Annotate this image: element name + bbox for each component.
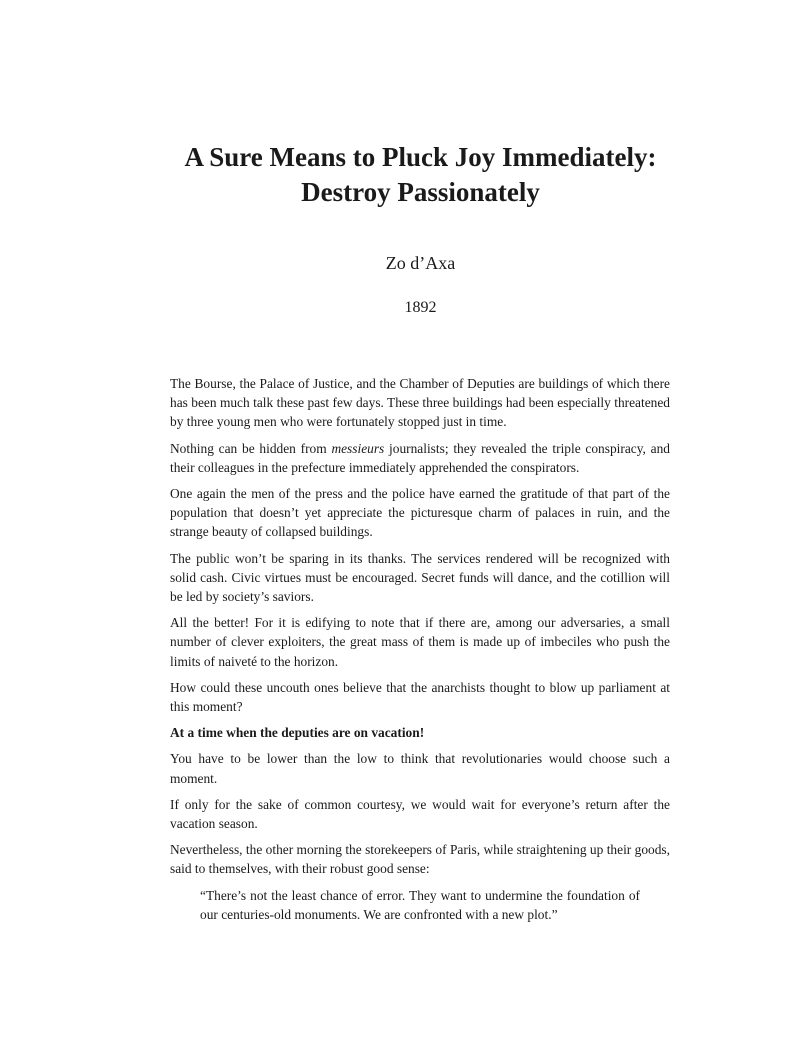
paragraph <box>170 439 670 477</box>
paragraph: If only for the sake of common courtesy, we would wait for everyone’s return after the vacation season. <box>170 796 670 832</box>
publication-date: 1892 <box>404 299 437 316</box>
title-line-1: A Sure Means to Pluck Joy Immediately: <box>184 142 657 172</box>
italic-word: messieurs <box>331 440 385 456</box>
title-line-2: Destroy Passionately <box>301 177 540 207</box>
paragraph: Nevertheless, the other morning the storekeepers of Paris, while straightening up their goods, said to themselves, with their robust good sense: <box>170 842 670 877</box>
paragraph-text: journalists; they revealed the triple conspiracy, and their colleagues in the prefecture immediately apprehended the conspirators. <box>170 440 670 475</box>
paragraph: One again the men of the press and the police have earned the gratitude of that part of the population that doesn’t yet appreciate the picturesque charm of palaces in ruin, and the strange beauty of collapsed buildings. <box>170 486 670 540</box>
bold-paragraph: At a time when the deputies are on vacation! <box>170 725 425 741</box>
document-title <box>100 140 741 210</box>
paragraph: You have to be lower than the low to think that revolutionaries would choose such a moment. <box>170 751 670 786</box>
paragraph: The public won’t be sparing in its thanks. The services rendered will be recognized with solid cash. Civic virtues must be encouraged. Secret funds will dance, and the cotillion will be led by society’s saviors. <box>170 550 670 605</box>
author-name: Zo d’Axa <box>385 253 456 273</box>
paragraph-text: Nothing can be hidden from <box>170 440 332 456</box>
paragraph: How could these uncouth ones believe that the anarchists thought to blow up parliament at this moment? <box>170 679 670 715</box>
block-quote: “There’s not the least chance of error. They want to undermine the foundation of our centuries-old monuments. We are confronted with a new plot.” <box>200 887 640 922</box>
paragraph: The Bourse, the Palace of Justice, and the Chamber of Deputies are buildings of which there has been much talk these past few days. These three buildings had been especially threatened by three young men who were fortunately stopped just in time. <box>170 376 670 430</box>
paragraph: All the better! For it is edifying to note that if there are, among our adversaries, a small number of clever exploiters, the great mass of them is made up of imbeciles who push the limits of naiveté to the horizon. <box>170 615 670 669</box>
body-text <box>170 374 670 924</box>
